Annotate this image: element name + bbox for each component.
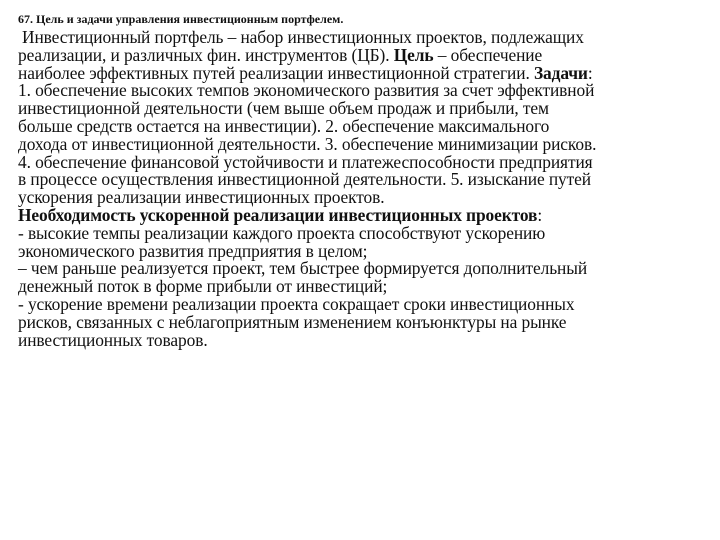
text-segment: больше средств остается на инвестиции). 2. обеспечение максимального bbox=[18, 115, 550, 136]
text-segment: ускорения реализации инвестиционных проектов. bbox=[18, 187, 385, 208]
text-segment: : bbox=[537, 204, 543, 225]
text-segment: 4. обеспечение финансовой устойчивости и платежеспособности предприятия bbox=[18, 151, 593, 172]
text-segment: дохода от инвестиционной деятельности. 3. обеспечение минимизации рисков. bbox=[18, 133, 597, 154]
text-segment: 1. обеспечение высоких темпов экономического развития за счет эффективной bbox=[18, 80, 595, 101]
text-segment: реализации, и различных фин. инструментов (ЦБ). bbox=[18, 44, 394, 65]
text-segment: инвестиционной деятельности (чем выше объем продаж и прибыли, тем bbox=[18, 98, 549, 119]
slide-heading: 67. Цель и задачи управления инвестиционным портфелем. bbox=[18, 12, 344, 26]
text-segment: - высокие темпы реализации каждого проекта способствуют ускорению bbox=[18, 222, 546, 243]
text-segment: - ускорение времени реализации проекта сокращает сроки инвестиционных bbox=[18, 293, 575, 314]
bold-text-segment: Цель bbox=[393, 44, 434, 65]
text-segment: : bbox=[587, 62, 593, 83]
text-segment: рисков, связанных с неблагоприятным изменением конъюнктуры на рынке bbox=[18, 311, 567, 332]
bold-text-segment: Необходимость ускоренной реализации инвестиционных проектов bbox=[18, 204, 538, 225]
text-segment: в процессе осуществления инвестиционной деятельности. 5. изыскание путей bbox=[18, 169, 591, 190]
text-line bbox=[18, 329, 700, 350]
text-segment: – обеспечение bbox=[433, 44, 543, 65]
text-segment: наиболее эффективных путей реализации инвестиционной стратегии. bbox=[18, 62, 534, 83]
body-text bbox=[18, 29, 700, 349]
text-segment: инвестиционных товаров. bbox=[18, 329, 208, 350]
text-segment: экономического развития предприятия в целом; bbox=[18, 240, 368, 261]
text-segment: – чем раньше реализуется проект, тем быстрее формируется дополнительный bbox=[18, 258, 588, 279]
bold-text-segment: Задачи bbox=[533, 62, 588, 83]
text-segment: денежный поток в форме прибыли от инвестиций; bbox=[18, 276, 388, 297]
text-segment: Инвестиционный портфель – набор инвестиционных проектов, подлежащих bbox=[22, 27, 584, 47]
